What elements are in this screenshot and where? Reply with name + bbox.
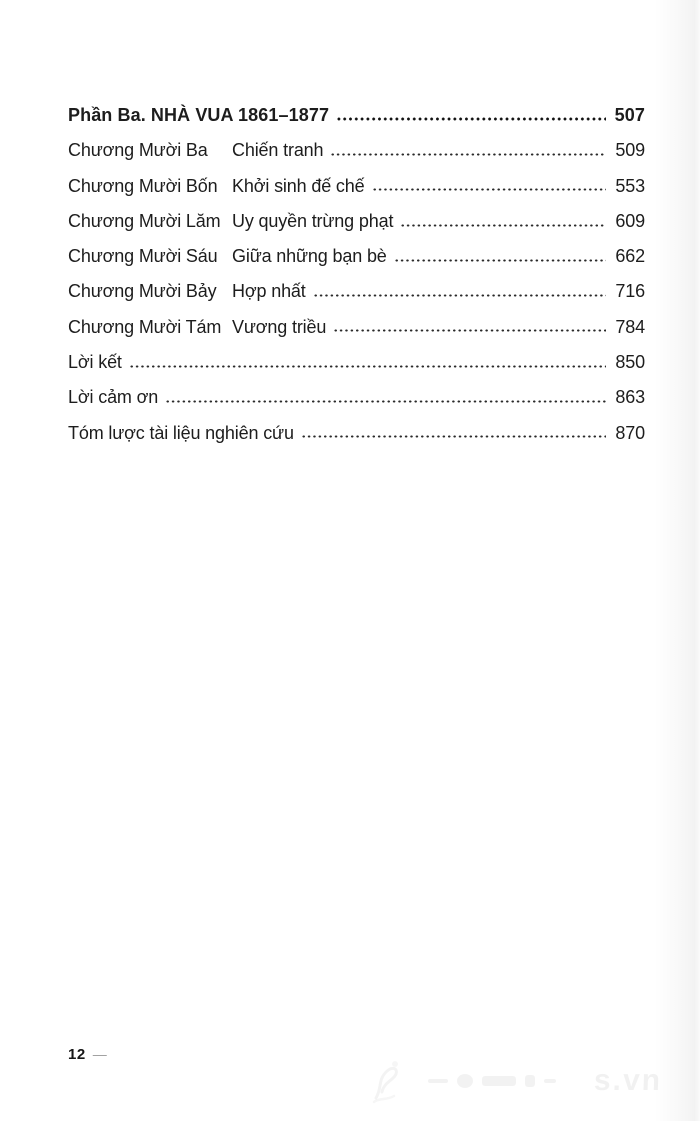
chapter-label: Chương Mười Bốn xyxy=(68,175,218,196)
chapter-title: Khởi sinh đế chế xyxy=(232,175,365,196)
dot-leader xyxy=(336,106,606,125)
chapter-page-number: 509 xyxy=(615,140,645,161)
back-matter-section xyxy=(68,353,645,443)
toc-chapter-row xyxy=(68,282,645,301)
folio-dash: — xyxy=(92,1045,107,1062)
toc-chapter-row xyxy=(68,141,645,160)
chapter-page-number: 784 xyxy=(615,316,645,337)
dot-leader xyxy=(333,318,606,337)
dot-leader xyxy=(330,141,606,160)
toc-part-row xyxy=(68,106,645,125)
dot-leader xyxy=(313,282,606,301)
toc-chapter-row xyxy=(68,212,645,231)
chapter-page-number: 716 xyxy=(615,281,645,302)
chapter-label: Chương Mười Bảy xyxy=(68,281,217,302)
backmatter-title: Lời kết xyxy=(68,352,122,373)
chapter-title: Giữa những bạn bè xyxy=(232,246,387,267)
backmatter-page-number: 863 xyxy=(615,387,645,408)
backmatter-title: Lời cảm ơn xyxy=(68,387,159,408)
backmatter-page-number: 850 xyxy=(615,352,645,373)
chapter-title: Chiến tranh xyxy=(232,140,324,161)
watermark-faint-marks xyxy=(428,1074,556,1088)
table-of-contents xyxy=(68,106,645,459)
dot-leader xyxy=(301,424,606,443)
chapter-label: Chương Mười Tám xyxy=(68,316,222,337)
toc-chapter-row xyxy=(68,177,645,196)
dot-leader xyxy=(372,177,607,196)
watermark-logo-icon xyxy=(368,1058,404,1104)
dot-leader xyxy=(165,388,606,407)
dot-leader xyxy=(400,212,606,231)
dot-leader xyxy=(129,353,606,372)
toc-backmatter-row xyxy=(68,388,645,407)
toc-backmatter-row xyxy=(68,353,645,372)
page-footer xyxy=(68,1046,107,1063)
chapter-label: Chương Mười Sáu xyxy=(68,246,218,267)
bookstore-watermark xyxy=(368,1055,698,1107)
scan-page-edge-shadow xyxy=(654,0,700,1121)
chapter-title: Vương triều xyxy=(232,316,327,337)
part-heading: Phần Ba. NHÀ VUA 1861–1877 xyxy=(68,105,330,125)
chapter-title: Hợp nhất xyxy=(232,281,306,302)
chapter-page-number: 553 xyxy=(615,175,645,196)
chapter-label: Chương Mười Lăm xyxy=(68,210,221,231)
dot-leader xyxy=(394,247,606,266)
chapter-title: Uy quyền trừng phạt xyxy=(232,210,394,231)
folio-page-number: 12 xyxy=(68,1046,86,1063)
toc-chapter-row xyxy=(68,247,645,266)
toc-backmatter-row xyxy=(68,424,645,443)
chapter-page-number: 609 xyxy=(615,210,645,231)
backmatter-title: Tóm lược tài liệu nghiên cứu xyxy=(68,422,294,443)
chapter-page-number: 662 xyxy=(615,246,645,267)
toc-chapter-row xyxy=(68,318,645,337)
backmatter-page-number: 870 xyxy=(615,422,645,443)
watermark-text: s.vn xyxy=(593,1064,663,1097)
part-page-number: 507 xyxy=(614,105,645,125)
chapter-label: Chương Mười Ba xyxy=(68,140,208,161)
